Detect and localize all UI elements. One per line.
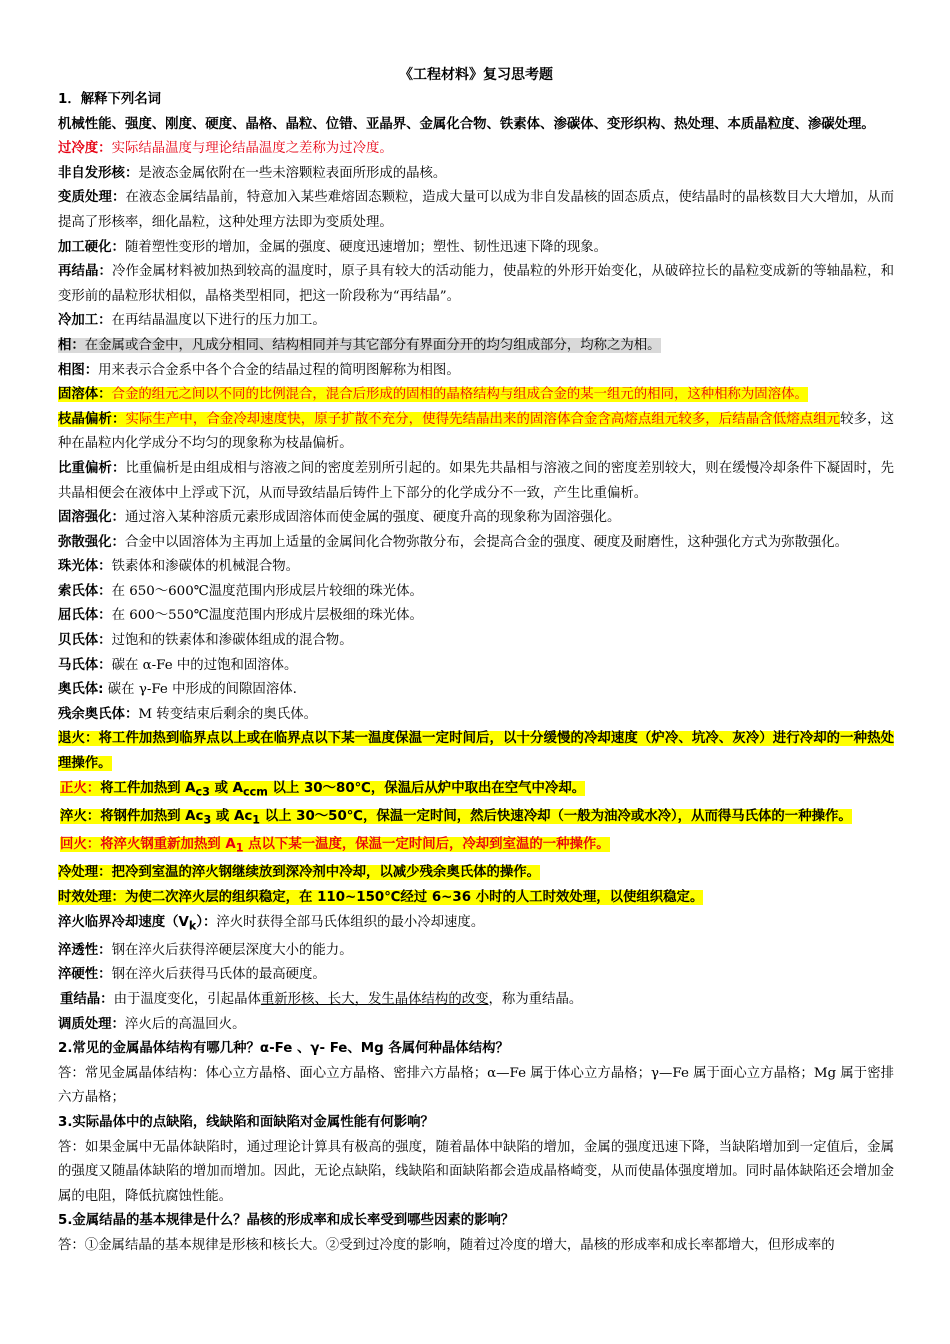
def-critical-cooling-rate: 淬火临界冷却速度$(V_k)$：淬火时获得全部马氏体组织的最小冷却速度。 — [58, 914, 485, 933]
def-retained-austenite: 残余奥氏体：M 转变结束后剩余的奥氏体。 — [58, 706, 317, 722]
def-cold-working: 冷加工：在再结晶温度以下进行的压力加工。 — [58, 313, 326, 329]
def-quenching: 淬火：将钢件加热到 $Ac_3$ 或 $Ac_1$ 以上 30～50℃，保温一定时间，然后快速冷却（一般为油冷或水冷），从而得马氏体的一种操作。 — [60, 808, 852, 827]
def-hardenability: 淬透性：钢在淬火后获得淬硬层深度大小的能力。 — [58, 942, 353, 958]
def-phase-diagram: 相图：用来表示合金系中各个合金的结晶过程的简明图解称为相图。 — [58, 362, 460, 378]
def-hardening-capacity: 淬硬性：钢在淬火后获得马氏体的最高硬度。 — [58, 967, 326, 983]
document-title: 《工程材料》复习思考题 — [399, 67, 553, 83]
question-3-answer: 答：如果金属中无晶体缺陷时，通过理论计算具有极高的强度，随着晶体中缺陷的增加，金属的强度迅速下降，当缺陷增加到一定值后，金属的强度又随晶体缺陷的增加而增加。因此，无论点缺陷，线缺陷和面缺陷都会造成晶格崎变，从而使晶体强度增加。同时晶体缺陷还会增加金属的电阻，降低抗腐蚀性能。 — [58, 1139, 894, 1204]
document-page — [58, 64, 894, 1259]
def-solid-solution: 固溶体：合金的组元之间以不同的比例混合，混合后形成的固相的晶格结构与组成合金的某一组元的相同，这种相称为固溶体。 — [58, 387, 808, 403]
def-solid-solution-strengthening: 固溶强化：通过溶入某种溶质元素形成固溶体而使金属的强度、硬度升高的现象称为固溶强化。 — [58, 510, 621, 526]
def-modification: 变质处理：在液态金属结晶前，特意加入某些难熔固态颗粒，造成大量可以成为非自发晶核的固态质点，使结晶时的晶核数目大大增加，从而提高了形核率，细化晶粒，这种处理方法即为变质处理。 — [58, 190, 895, 230]
def-aging: 时效处理：为使二次淬火层的组织稳定，在 110~150℃经过 6~36 小时的人工时效处理，以使组织稳定。 — [58, 890, 704, 906]
def-re-crystallization: 重结晶：由于温度变化，引起晶体重新形核、长大，发生晶体结构的改变，称为重结晶。 — [60, 992, 583, 1008]
def-supercooling: 过冷度：实际结晶温度与理论结晶温度之差称为过冷度。 — [58, 141, 393, 157]
def-dispersion-strengthening: 弥散强化：合金中以固溶体为主再加上适量的金属间化合物弥散分布，会提高合金的强度、硬度及耐磨性，这种强化方式为弥散强化。 — [58, 534, 849, 550]
def-heterogeneous-nucleation: 非自发形核：是液态金属依附在一些未溶颗粒表面所形成的晶核。 — [58, 165, 447, 181]
def-pearlite: 珠光体：铁素体和渗碳体的机械混合物。 — [58, 559, 300, 575]
def-sorbite: 索氏体：在 650～600℃温度范围内形成层片较细的珠光体。 — [58, 583, 423, 599]
def-quench-temper: 调质处理：淬火后的高温回火。 — [58, 1016, 246, 1032]
def-normalizing: 正火：将工件加热到 $A_{c3}$ 或 $A_{ccm}$ 以上 30～80℃，保温后从炉中取出在空气中冷却。 — [60, 780, 586, 799]
def-austenite: 奥氏体: 碳在 γ-Fe 中形成的间隙固溶体. — [58, 682, 297, 698]
def-bainite: 贝氏体：过饱和的铁素体和渗碳体组成的混合物。 — [58, 633, 353, 649]
question-1-heading: 1．解释下列名词 — [58, 92, 162, 107]
question-3-heading: 3.实际晶体中的点缺陷，线缺陷和面缺陷对金属性能有何影响？ — [58, 1115, 434, 1131]
terms-list: 机械性能、强度、刚度、硬度、晶格、晶粒、位错、亚晶界、金属化合物、铁素体、渗碳体、变形织构、热处理、本质晶粒度、渗碳处理。 — [58, 116, 875, 132]
def-recrystallization: 再结晶：冷作金属材料被加热到较高的温度时，原子具有较大的活动能力，使晶粒的外形开始变化，从破碎拉长的晶粒变成新的等轴晶粒，和变形前的晶粒形状相似，晶格类型相同，把这一阶段称为“再结晶”。 — [58, 264, 895, 304]
def-martensite: 马氏体：碳在 α-Fe 中的过饱和固溶体。 — [58, 657, 298, 673]
question-2-answer: 答：常见金属晶体结构：体心立方晶格、面心立方晶格、密排六方晶格；α—Fe 属于体心立方晶格；γ—Fe 属于面心立方晶格；Mg 属于密排六方晶格； — [58, 1065, 894, 1106]
def-annealing: 退火：将工件加热到临界点以上或在临界点以下某一温度保温一定时间后，以十分缓慢的冷却速度（炉冷、坑冷、灰冷）进行冷却的一种热处理操作。 — [58, 731, 895, 772]
def-troostite: 屈氏体：在 600～550℃温度范围内形成片层极细的珠光体。 — [58, 608, 423, 624]
def-work-hardening: 加工硬化：随着塑性变形的增加，金属的强度、硬度迅速增加；塑性、韧性迅速下降的现象。 — [58, 239, 608, 255]
def-cold-treatment: 冷处理：把冷到室温的淬火钢继续放到深冷剂中冷却，以减少残余奥氏体的操作。 — [58, 865, 541, 881]
question-5-heading: 5.金属结晶的基本规律是什么？晶核的形成率和成长率受到哪些因素的影响？ — [58, 1213, 515, 1229]
def-tempering: 回火：将淬火钢重新加热到 $A_1$ 点以下某一温度，保温一定时间后，冷却到室温的一种操作。 — [60, 837, 610, 855]
question-2-heading: 2.常见的金属晶体结构有哪几种？α-Fe 、γ- Fe、Mg 各属何种晶体结构？ — [58, 1041, 509, 1057]
def-phase: 相：在金属或合金中，凡成分相同、结构相同并与其它部分有界面分开的均匀组成部分，均称之为相。 — [58, 337, 661, 353]
def-dendritic-segregation: 枝晶偏析：实际生产中，合金冷却速度快，原子扩散不充分，使得先结晶出来的固溶体合金含高熔点组元较多，后结晶含低熔点组元较多，这种在晶粒内化学成分不均匀的现象称为枝晶偏析。 — [58, 411, 895, 452]
def-gravity-segregation: 比重偏析：比重偏析是由组成相与溶液之间的密度差别所引起的。如果先共晶相与溶液之间的密度差别较大，则在缓慢冷却条件下凝固时，先共晶相便会在液体中上浮或下沉，从而导致结晶后铸件上下部分的化学成分不一致，产生比重偏析。 — [58, 460, 895, 501]
question-5-answer: 答：①金属结晶的基本规律是形核和核长大。②受到过冷度的影响，随着过冷度的增大，晶核的形成率和成长率都增大，但形成率的 — [58, 1238, 835, 1253]
